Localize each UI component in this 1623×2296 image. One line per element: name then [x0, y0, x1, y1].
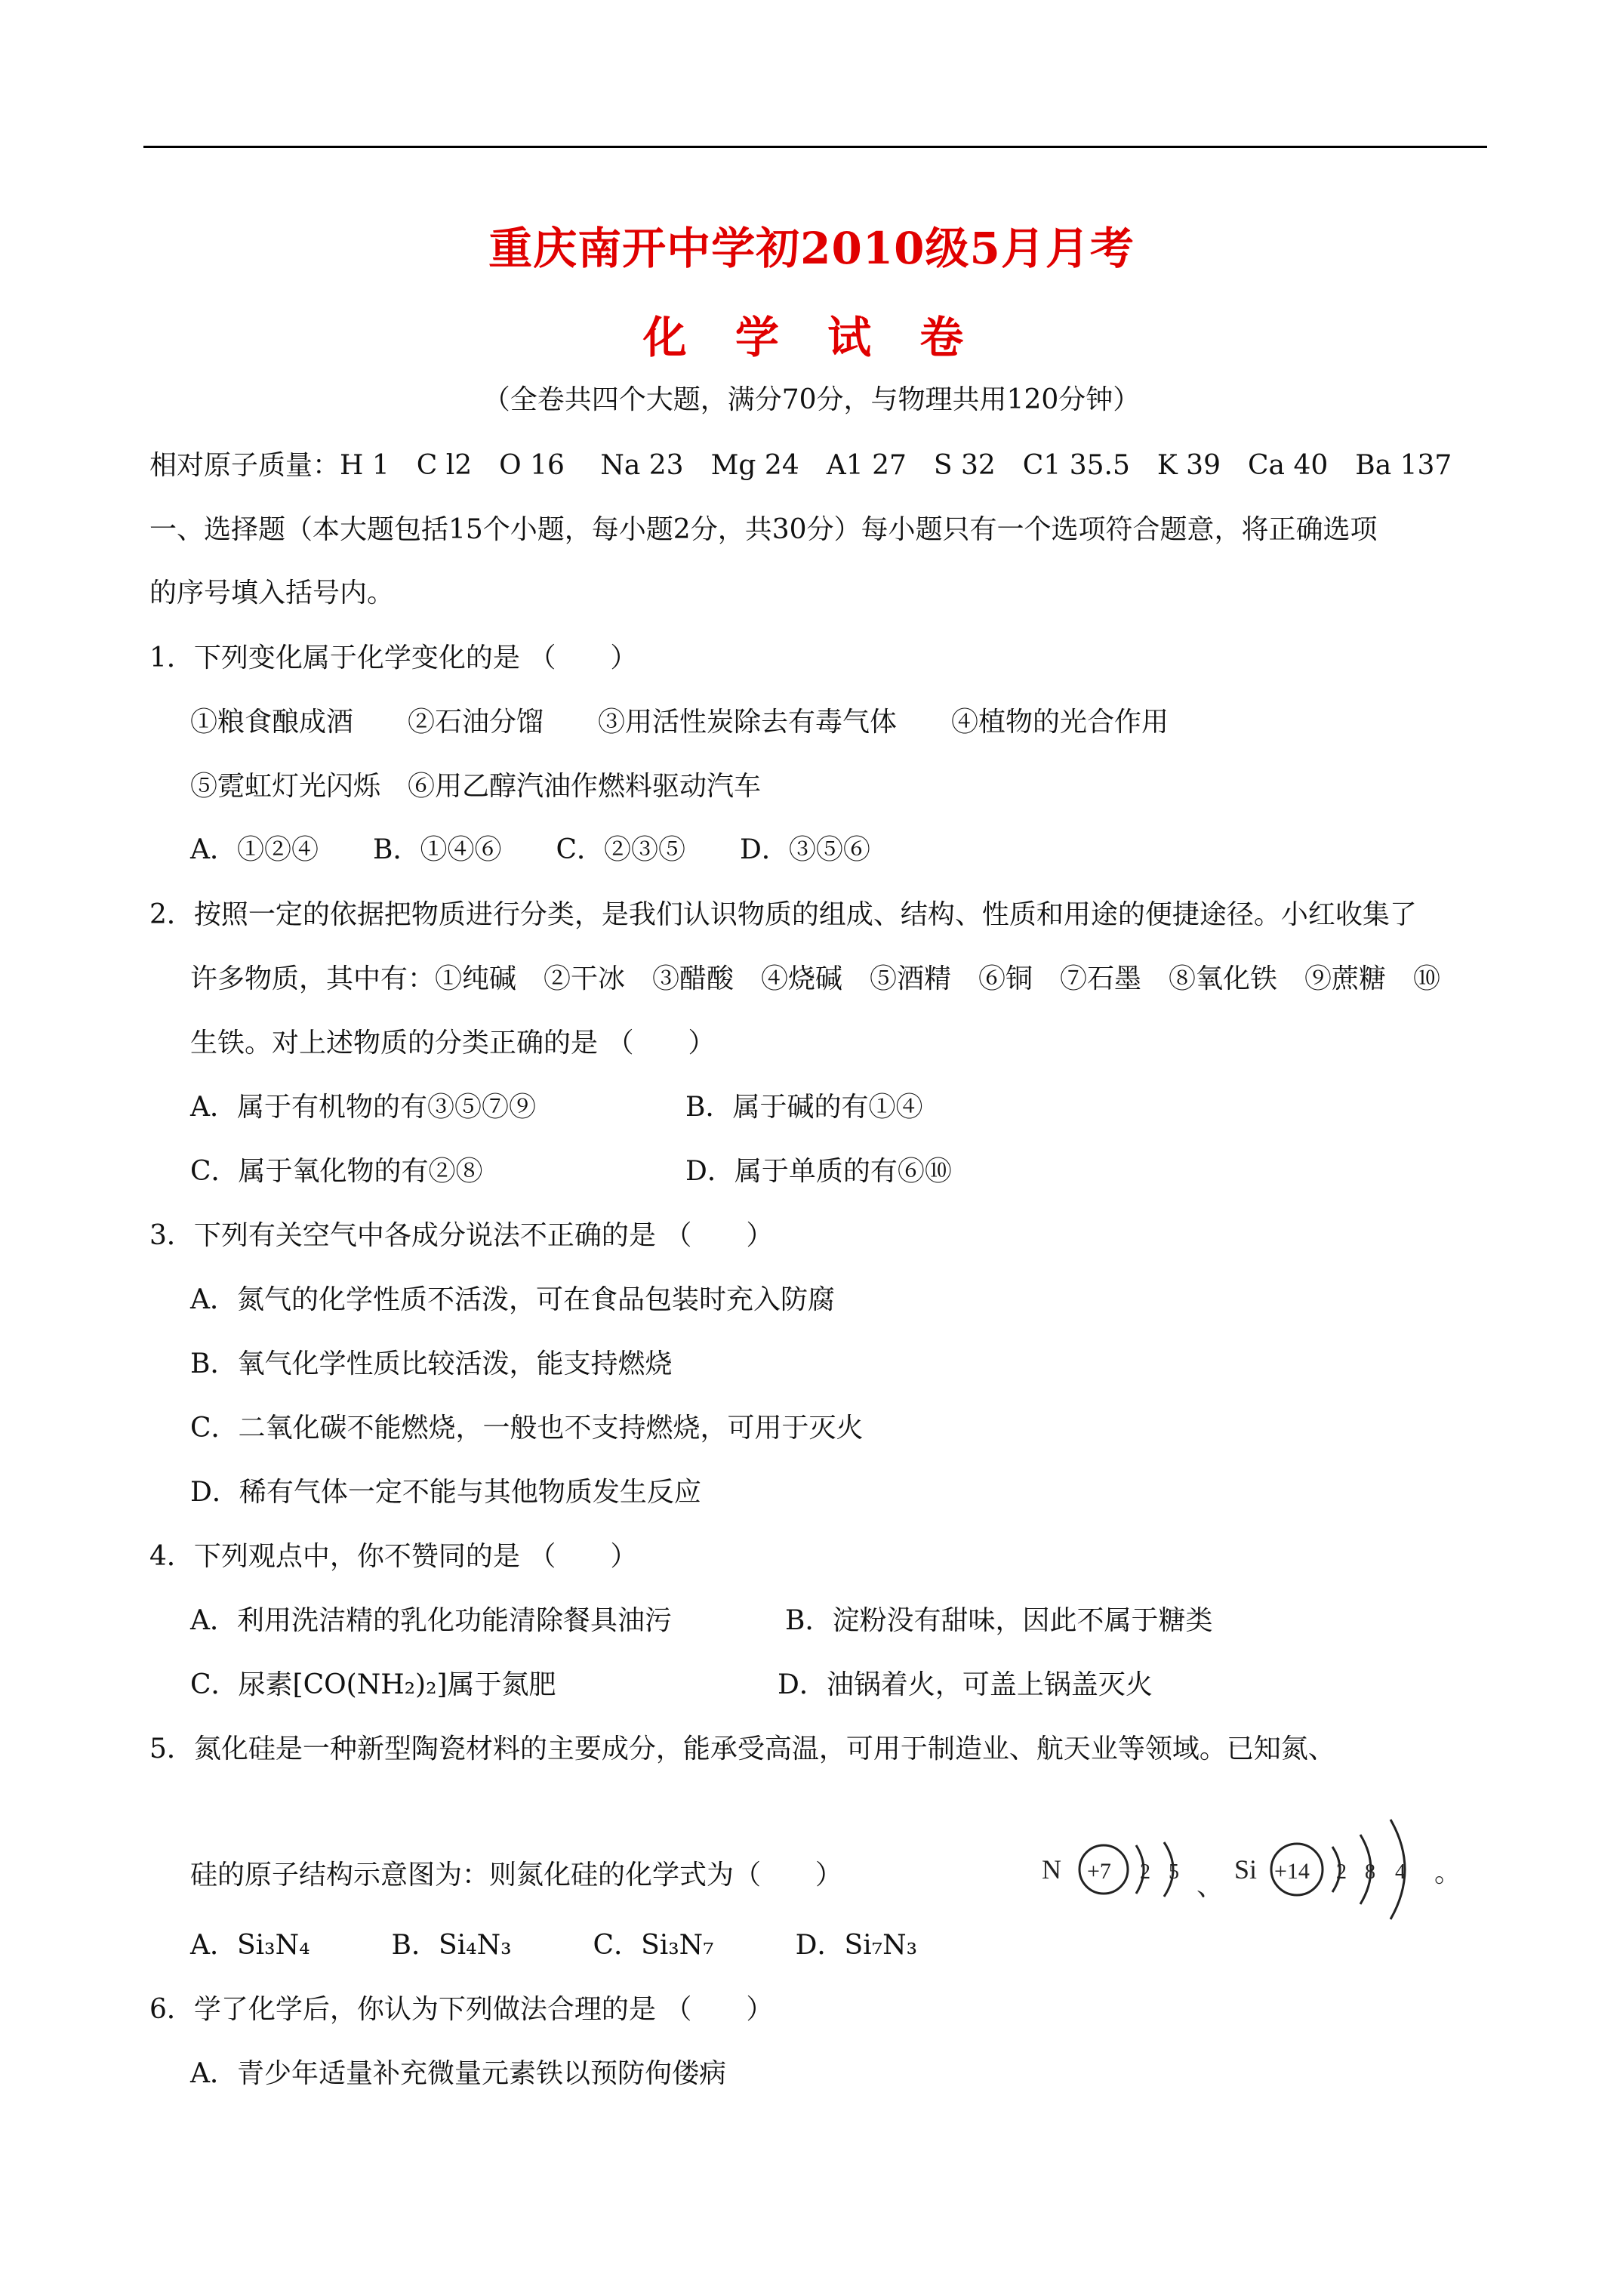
- q4-option-b: B．淀粉没有甜味，因此不属于糖类: [785, 1605, 1213, 1636]
- q1-items-1: ①粮食酿成酒 ②石油分馏 ③用活性炭除去有毒气体 ④植物的光合作用: [190, 707, 1169, 738]
- header-rule: [143, 146, 1487, 148]
- exam-title: 重庆南开中学初2010级5月月考: [488, 223, 1135, 274]
- n-shell-2: 5: [1169, 1860, 1179, 1884]
- q5-options: A．Si₃N₄ B．Si₄N₃ C．Si₃N₇ D．Si₇N₃: [190, 1930, 918, 1961]
- atomic-masses: 相对原子质量：H 1 C l2 O 16 Na 23 Mg 24 A1 27 S 32 C1 35.5 K 39 Ca 40 Ba 137: [149, 450, 1452, 481]
- q3-option-b: B．氧气化学性质比较活泼，能支持燃烧: [190, 1348, 673, 1379]
- q3-stem: 3．下列有关空气中各成分说法不正确的是 （ ）: [149, 1220, 774, 1251]
- q2-option-b: B．属于碱的有①④: [685, 1092, 923, 1123]
- end-mark: 。: [1434, 1857, 1462, 1888]
- q1-options: A．①②④ B．①④⑥ C．②③⑤ D．③⑤⑥: [190, 834, 870, 865]
- q2-stem: 2．按照一定的依据把物质进行分类，是我们认识物质的组成、结构、性质和用途的便捷途径。小红收集了: [149, 899, 1417, 930]
- n-shell-1: 2: [1140, 1860, 1150, 1884]
- q3-option-a: A．氮气的化学性质不活泼，可在食品包装时充入防腐: [190, 1284, 835, 1315]
- n-nucleus: +7: [1087, 1859, 1111, 1884]
- si-nucleus: +14: [1274, 1859, 1310, 1884]
- si-shell-1: 2: [1336, 1860, 1347, 1884]
- si-symbol: Si: [1234, 1854, 1258, 1885]
- atomic-structure-diagram: [1042, 1797, 1495, 1940]
- n-symbol: N: [1042, 1854, 1061, 1885]
- q4-option-a: A．利用洗洁精的乳化功能清除餐具油污: [190, 1605, 672, 1636]
- q4-option-d: D．油锅着火，可盖上锅盖灭火: [778, 1669, 1153, 1700]
- si-shell-2: 8: [1365, 1860, 1375, 1884]
- q3-option-d: D．稀有气体一定不能与其他物质发生反应: [190, 1477, 701, 1508]
- q4-option-c: C．尿素[CO(NH₂)₂]属于氮肥: [190, 1669, 556, 1700]
- q2-option-c: C．属于氧化物的有②⑧: [190, 1156, 483, 1187]
- q5-stem: 5．氮化硅是一种新型陶瓷材料的主要成分，能承受高温，可用于制造业、航天业等领域。已知氮、: [149, 1734, 1335, 1764]
- q1-items-2: ⑤霓虹灯光闪烁 ⑥用乙醇汽油作燃料驱动汽车: [190, 771, 762, 802]
- si-shell-3: 4: [1395, 1860, 1406, 1884]
- section1-intro: 一、选择题（本大题包括15个小题，每小题2分，共30分）每小题只有一个选项符合题意，将正确选项: [149, 514, 1378, 545]
- q2-stem-cont: 许多物质，其中有：①纯碱 ②干冰 ③醋酸 ④烧碱 ⑤酒精 ⑥铜 ⑦石墨 ⑧氧化铁 ⑨蔗糖 ⑩: [190, 963, 1441, 994]
- q2-stem-end: 生铁。对上述物质的分类正确的是 （ ）: [190, 1028, 716, 1059]
- q2-option-a: A．属于有机物的有③⑤⑦⑨: [190, 1092, 536, 1123]
- separator: 、: [1196, 1871, 1224, 1901]
- section1-intro-cont: 的序号填入括号内。: [149, 578, 395, 609]
- q5-stem-cont: 硅的原子结构示意图为：则氮化硅的化学式为（ ）: [190, 1860, 843, 1891]
- exam-note: （全卷共四个大题，满分70分，与物理共用120分钟）: [482, 384, 1141, 415]
- q4-stem: 4．下列观点中，你不赞同的是 （ ）: [149, 1541, 638, 1572]
- q3-option-c: C．二氧化碳不能燃烧，一般也不支持燃烧，可用于灭火: [190, 1413, 864, 1444]
- q1-stem: 1．下列变化属于化学变化的是 （ ）: [149, 643, 638, 673]
- q6-option-a: A．青少年适量补充微量元素铁以预防佝偻病: [190, 2058, 726, 2089]
- q2-option-d: D．属于单质的有⑥⑩: [685, 1156, 952, 1187]
- exam-subtitle: 化 学 试 卷: [642, 312, 981, 363]
- q6-stem: 6．学了化学后，你认为下列做法合理的是 （ ）: [149, 1994, 774, 2025]
